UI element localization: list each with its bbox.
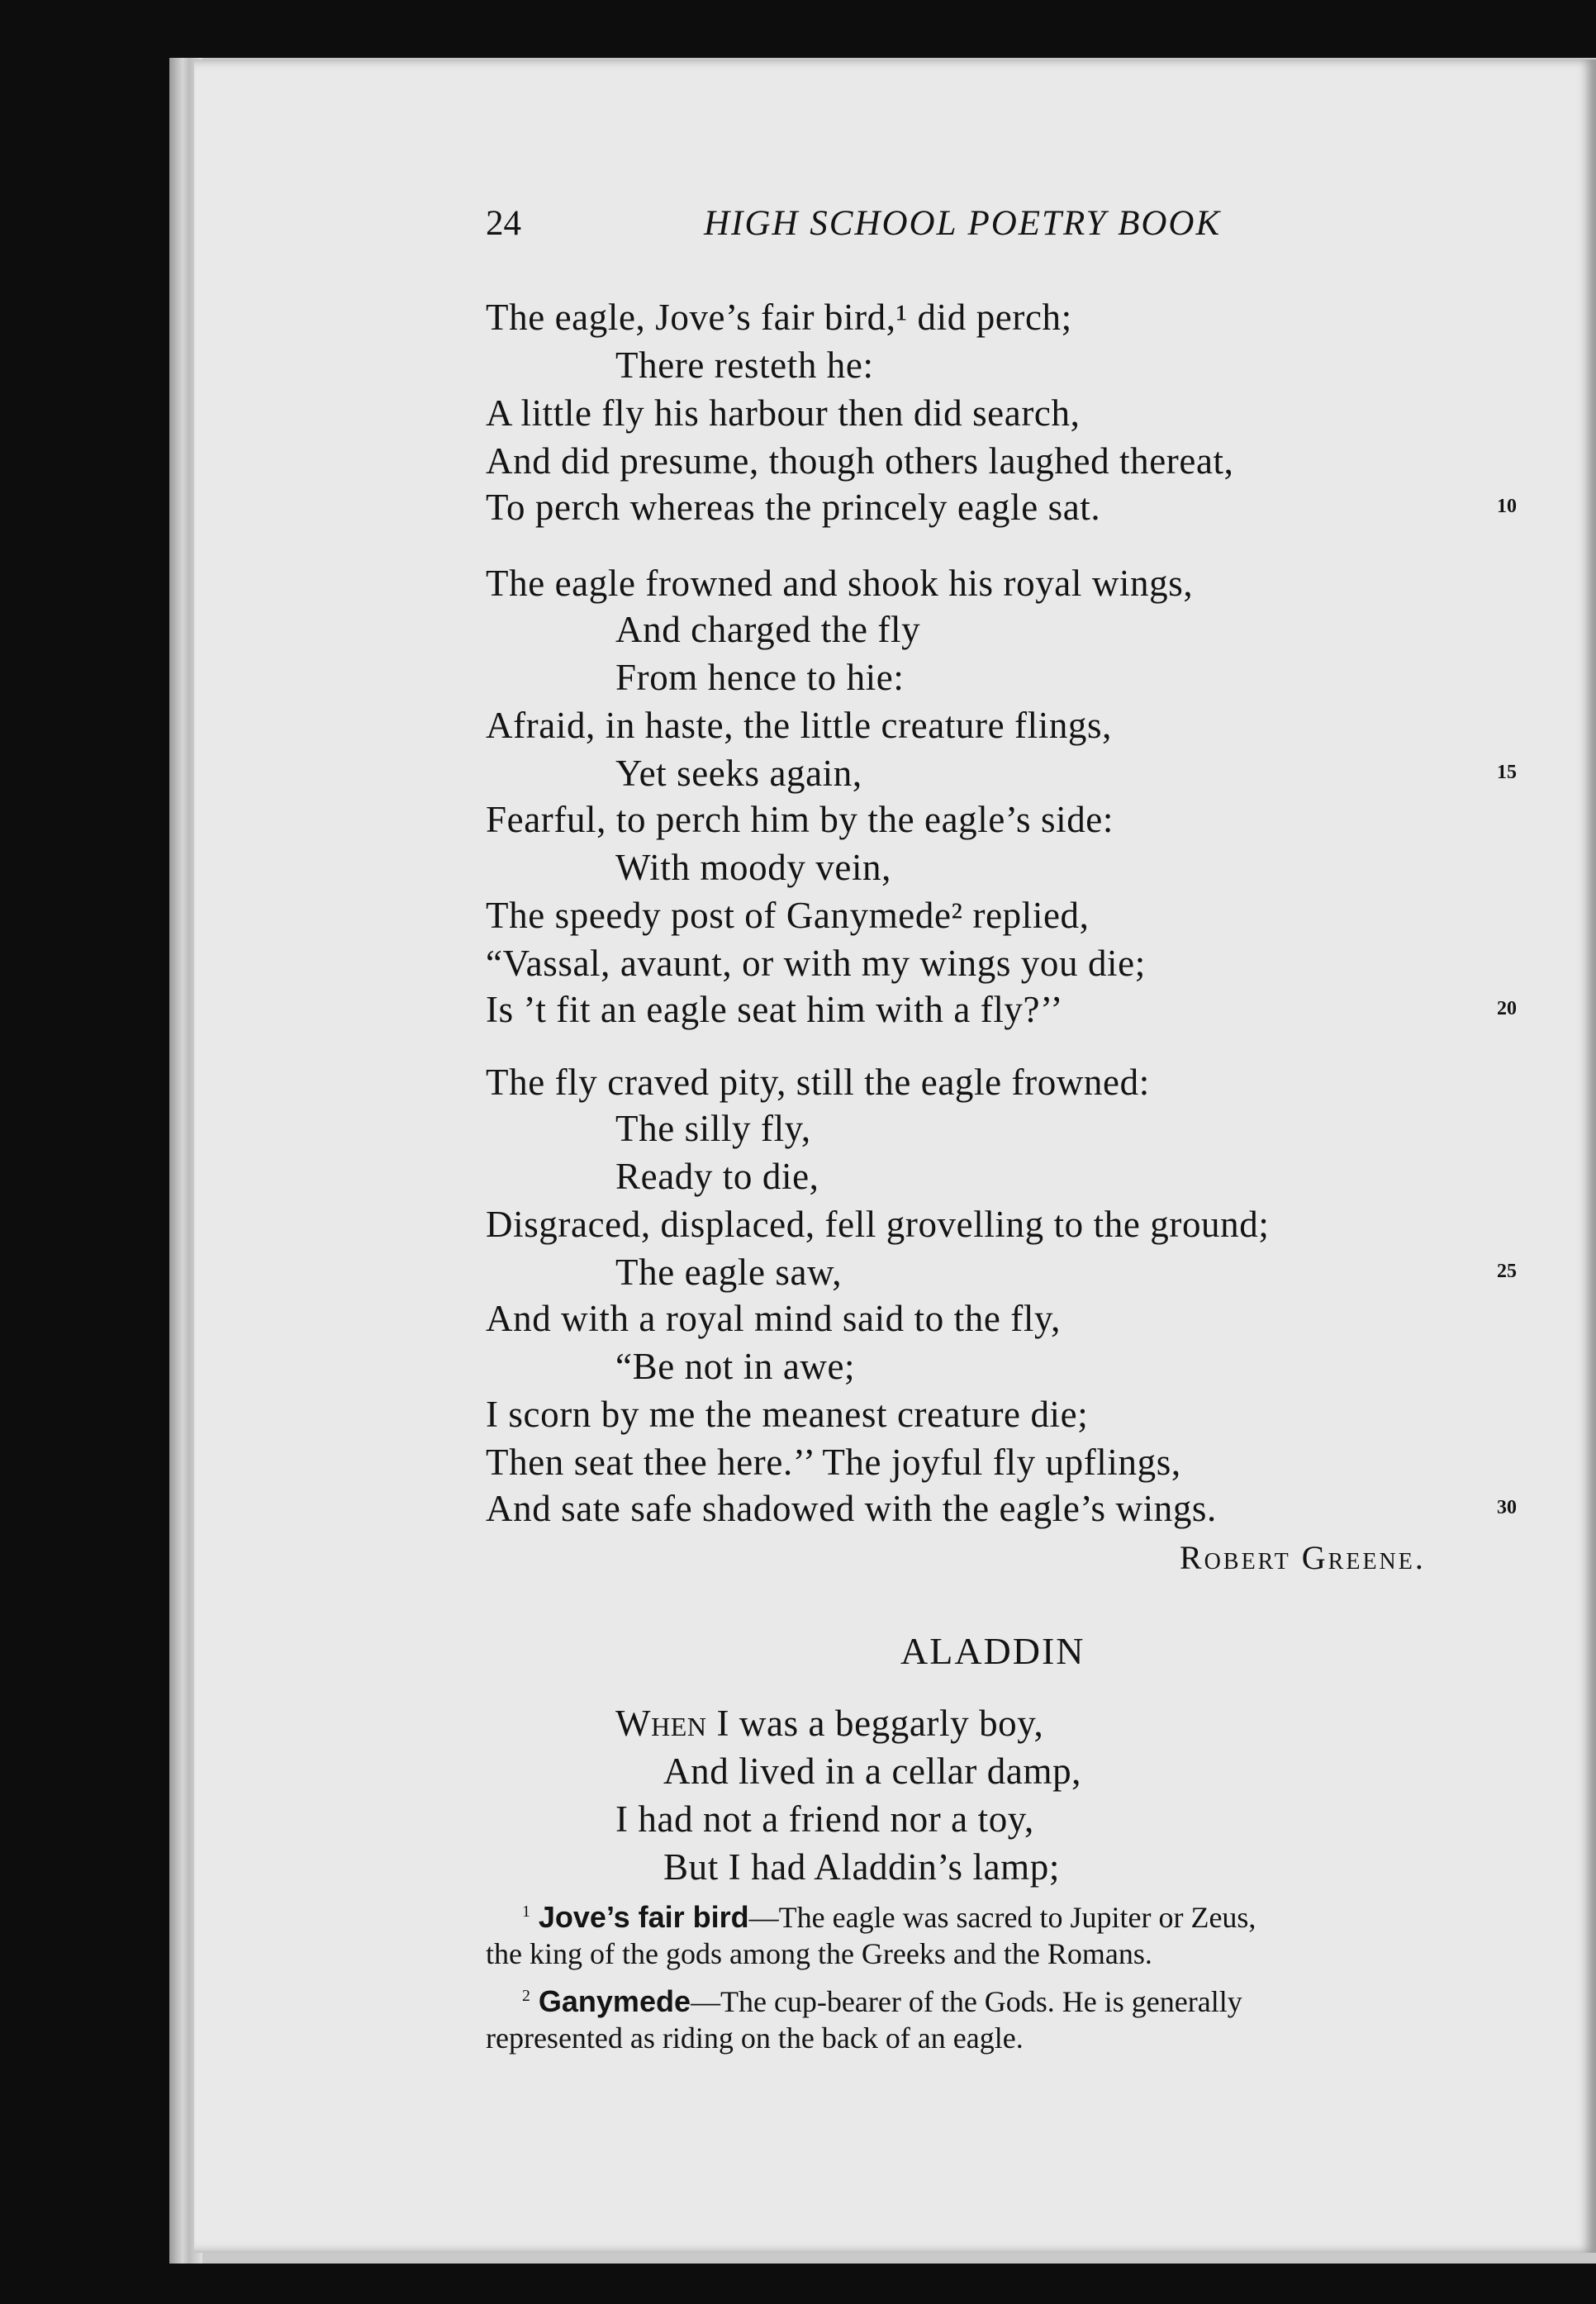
poem-line: With moody vein, [615,847,892,888]
poem-line: Fearful, to perch him by the eagle’s side: [486,799,1114,840]
poem-line: And charged the fly [615,609,921,650]
line-number: 15 [1497,762,1517,783]
footnote-mark: 2 [522,1987,530,2005]
poem-line: Is ’t fit an eagle seat him with a fly?’’ [486,989,1063,1030]
poem-title-aladdin: ALADDIN [900,1630,1085,1672]
footnote-text: —The cup-bearer of the Gods. He is generally [690,1985,1242,2018]
poem-line: There resteth he: [615,344,874,386]
poem-line-text: And lived in a cellar damp, [663,1751,1082,1792]
poem-line: The speedy post of Ganymede² replied, [486,895,1090,936]
poem-line: Yet seeks again, [615,753,862,794]
poem-line: The eagle frowned and shook his royal wings, [486,563,1194,604]
page-number: 24 [486,204,521,243]
footnote-1 [522,1900,1256,1935]
poem-line: The fly craved pity, still the eagle frowned: [486,1062,1150,1103]
poem-author: Robert Greene. [1180,1539,1426,1576]
poem-line: A little fly his harbour then did search, [486,392,1081,434]
first-word: When [615,1703,707,1744]
footnote-mark: 1 [522,1903,530,1921]
poem-line [663,1750,1081,1793]
poem-line [615,1798,1034,1841]
poem-line: The eagle, Jove’s fair bird,¹ did perch; [486,297,1072,338]
poem-line: Afraid, in haste, the little creature flings, [486,705,1112,746]
line-number: 20 [1497,998,1517,1019]
poem-line: And did presume, though others laughed thereat, [486,440,1234,482]
poem-line: I scorn by me the meanest creature die; [486,1394,1089,1435]
poem-line [615,1702,1043,1745]
poem-line: To perch whereas the princely eagle sat. [486,487,1101,528]
poem-line: And with a royal mind said to the fly, [486,1298,1062,1339]
poem-line: The silly fly, [615,1108,811,1149]
poem-line: Ready to die, [615,1156,819,1197]
poem-line: And sate safe shadowed with the eagle’s wings. [486,1488,1217,1529]
line-number: 30 [1497,1497,1517,1518]
poem-line: From hence to hie: [615,657,905,698]
poem-line: “Be not in awe; [615,1346,856,1387]
poem-line [663,1846,1060,1888]
footnote-continuation: represented as riding on the back of an eagle. [486,2021,1024,2055]
poem-line: Then seat thee here.’’ The joyful fly upflings, [486,1442,1181,1483]
poem-line: The eagle saw, [615,1252,843,1293]
poem-line-text: I had not a friend nor a toy, [615,1798,1034,1840]
poem-line-text: But I had Aladdin’s lamp; [663,1846,1060,1888]
footnote-term: Ganymede [530,1984,691,2018]
poem-line: Disgraced, displaced, fell grovelling to the ground; [486,1204,1270,1245]
poem-line: “Vassal, avaunt, or with my wings you die; [486,943,1146,984]
footnote-text: —The eagle was sacred to Jupiter or Zeus, [748,1901,1256,1934]
footnote-2 [522,1984,1242,2019]
poem-line-text: I was a beggarly boy, [706,1703,1044,1744]
footnote-continuation: the king of the gods among the Greeks and the Romans. [486,1937,1152,1970]
line-number: 25 [1497,1261,1517,1282]
line-number: 10 [1497,496,1517,517]
footnote-term: Jove’s fair bird [530,1900,749,1934]
running-title: HIGH SCHOOL POETRY BOOK [704,204,1222,243]
